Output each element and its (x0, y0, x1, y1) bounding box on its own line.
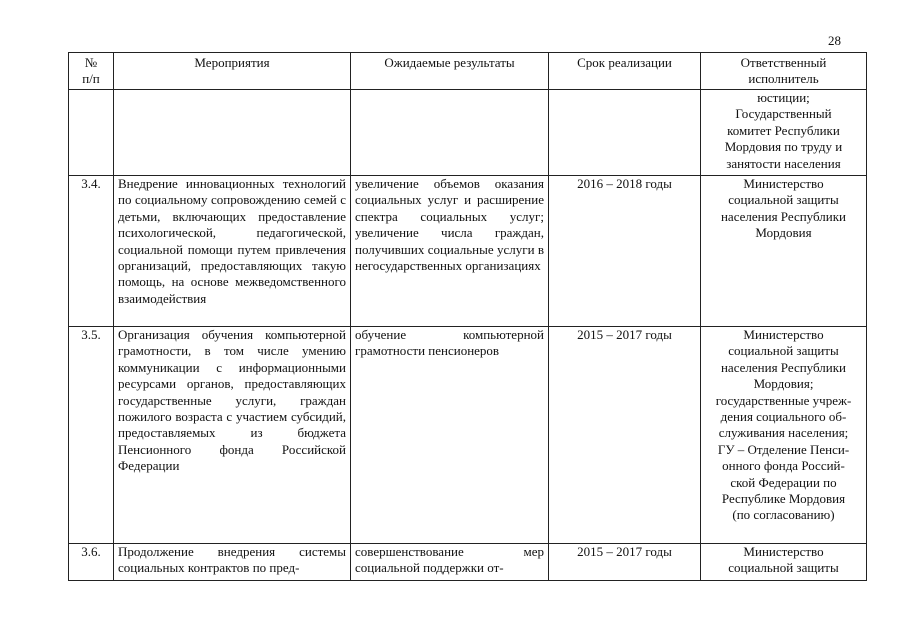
row-deadline: 2016 – 2018 годы (549, 176, 701, 327)
table-row (69, 544, 867, 581)
row-responsible: Министерство социальной защиты (701, 544, 867, 581)
row-measure: Внедрение инновационных технологий по социальному сопровождению семей с детьми, включающих предоставление психологической, педагогической, социальной помощи путем привлечения организаций, предоставляющих такую помощь, на основе межведомственного взаимодействия (114, 176, 351, 327)
row-num: 3.4. (69, 176, 114, 327)
table-row (69, 176, 867, 327)
row-deadline: 2015 – 2017 годы (549, 327, 701, 544)
row-result (351, 90, 549, 176)
row-measure: Продолжение внедрения системы социальных контрактов по пред- (114, 544, 351, 581)
row-deadline: 2015 – 2017 годы (549, 544, 701, 581)
table-row (69, 327, 867, 544)
header-num: № п/п (69, 53, 114, 90)
row-num (69, 90, 114, 176)
row-responsible: Министерство социальной защиты населения Республики Мордовия; государственные учреж- дения социального об- служивания населения; ГУ – Отделение Пенси- онного фонда Россий- ской Федерации по Республике Мордовия (по согласованию) (701, 327, 867, 544)
row-result: обучение компьютерной грамотности пенсионеров (351, 327, 549, 544)
measures-table (68, 52, 867, 581)
header-results: Ожидаемые результаты (351, 53, 549, 90)
header-deadline: Срок реализации (549, 53, 701, 90)
row-responsible: Министерство социальной защиты населения Республики Мордовия (701, 176, 867, 327)
row-deadline (549, 90, 701, 176)
row-result: увеличение объемов оказания социальных услуг и расширение спектра социальных услуг; увеличение числа граждан, получивших социальные услуги в негосударственных организациях (351, 176, 549, 327)
row-result: совершенствование мер социальной поддержки от- (351, 544, 549, 581)
header-measures: Мероприятия (114, 53, 351, 90)
table-header-row (69, 53, 867, 90)
row-num: 3.6. (69, 544, 114, 581)
page-number: 28 (828, 33, 841, 48)
row-measure (114, 90, 351, 176)
row-measure: Организация обучения компьютерной грамотности, в том числе умению коммуникации с информационными ресурсами органов, предоставляющих государственные услуги, граждан пожилого возраста с участием субсидий, предоставляемых из бюджета Пенсионного фонда Российской Федерации (114, 327, 351, 544)
row-num: 3.5. (69, 327, 114, 544)
row-responsible: юстиции; Государственный комитет Республики Мордовия по труду и занятости населения (701, 90, 867, 176)
header-responsible: Ответственный исполнитель (701, 53, 867, 90)
table-row (69, 90, 867, 176)
